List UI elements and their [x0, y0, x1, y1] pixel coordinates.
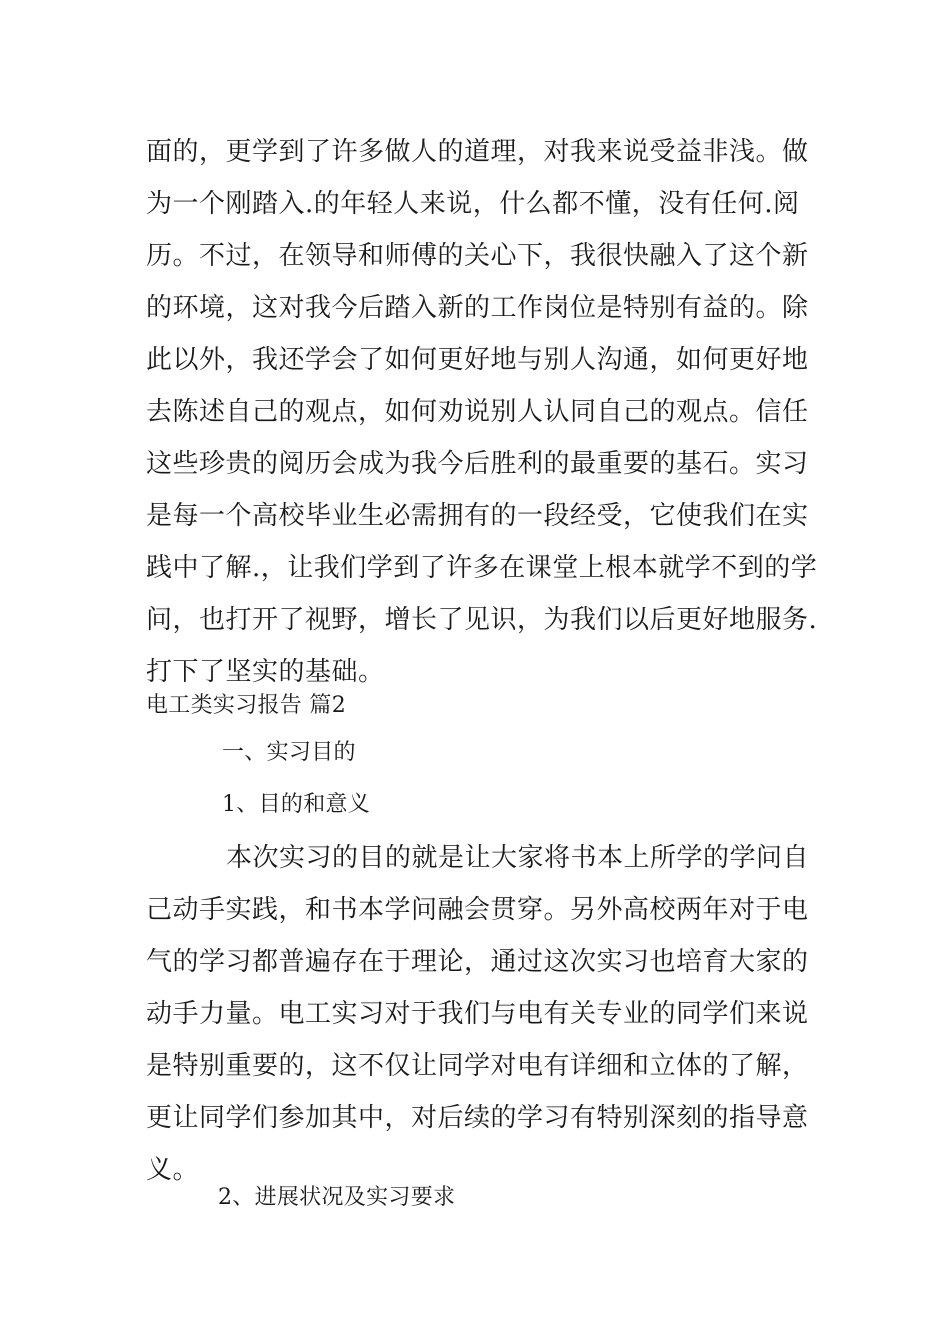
paragraph-1-line-3: 历。不过，在领导和师傅的关心下，我很快融入了这个新 [146, 241, 809, 271]
paragraph-1-line-10: 问，也打开了视野，增长了见识，为我们以后更好地服务. [146, 605, 818, 635]
paragraph-1-line-7: 这些珍贵的阅历会成为我今后胜利的最重要的基石。实习 [146, 449, 809, 479]
paragraph-2-line-4: 动手力量。电工实习对于我们与电有关专业的同学们来说 [146, 999, 809, 1029]
heading-internship-purpose: 一、实习目的 [222, 740, 356, 765]
paragraph-1-line-5: 此以外，我还学会了如何更好地与别人沟通，如何更好地 [146, 345, 809, 375]
section-title: 电工类实习报告 篇2 [146, 693, 346, 718]
heading-purpose-and-significance: 1、目的和意义 [222, 792, 371, 817]
paragraph-1-line-4: 的环境，这对我今后踏入新的工作岗位是特别有益的。除 [146, 293, 809, 323]
paragraph-2-line-3: 气的学习都普遍存在于理论，通过这次实习也培育大家的 [146, 947, 809, 977]
paragraph-2-line-7: 义。 [146, 1155, 200, 1185]
heading-progress-and-requirements: 2、进展状况及实习要求 [218, 1185, 456, 1210]
paragraph-1-line-2: 为一个刚踏入.的年轻人来说，什么都不懂，没有任何.阅 [146, 189, 800, 219]
paragraph-2-line-6: 更让同学们参加其中，对后续的学习有特别深刻的指导意 [146, 1103, 809, 1133]
paragraph-1-line-8: 是每一个高校毕业生必需拥有的一段经受，它使我们在实 [146, 501, 809, 531]
paragraph-1-line-6: 去陈述自己的观点，如何劝说别人认同自己的观点。信任 [146, 397, 809, 427]
paragraph-1-line-1: 面的，更学到了许多做人的道理，对我来说受益非浅。做 [146, 137, 809, 167]
paragraph-2-line-1: 本次实习的目的就是让大家将书本上所学的学问自 [226, 843, 810, 873]
paragraph-1-line-11: 打下了坚实的基础。 [146, 657, 385, 687]
paragraph-2-line-5: 是特别重要的，这不仅让同学对电有详细和立体的了解， [146, 1051, 809, 1081]
paragraph-1-line-9: 践中了解.，让我们学到了许多在课堂上根本就学不到的学 [146, 553, 818, 583]
paragraph-2-line-2: 己动手实践，和书本学问融会贯穿。另外高校两年对于电 [146, 895, 809, 925]
